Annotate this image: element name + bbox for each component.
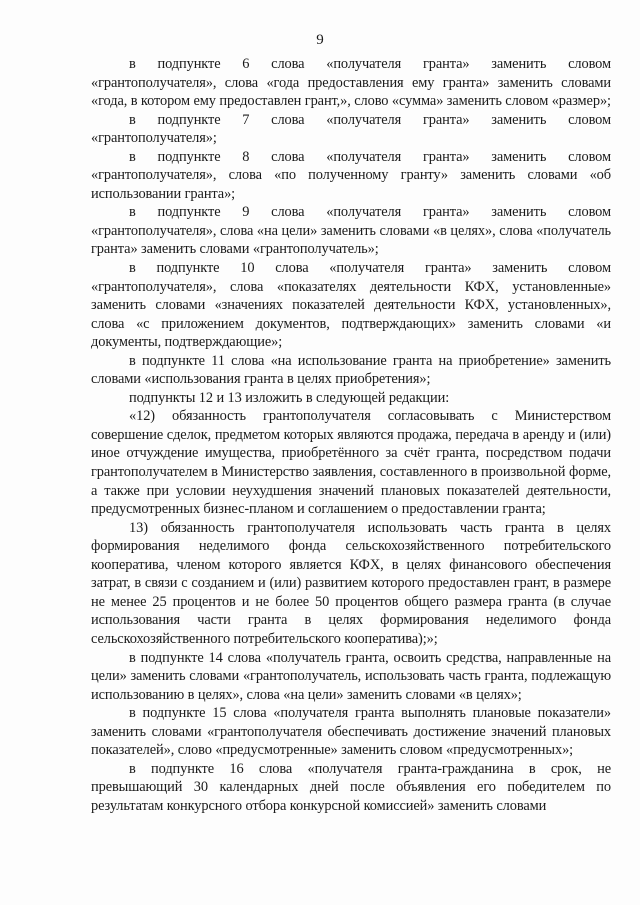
- paragraph-subitem-6: в подпункте 6 слова «получателя гранта» заменить словом «грантополучателя», слова «года предоставления ему гранта» заменить словами «года, в котором ему предоставлен грант,», слово «сумма» заменить словом «размер»;: [91, 56, 611, 110]
- paragraph-subitem-16: в подпункте 16 слова «получателя гранта-гражданина в срок, не превышающий 30 календарных дней после объявления его победителем по результатам конкурсного отбора конкурсной комиссией» заменить словами: [91, 760, 611, 814]
- paragraph-subitem-8: в подпункте 8 слова «получателя гранта» заменить словом «грантополучателя», слова «по полученному гранту» заменить словами «об использовании гранта»;: [91, 148, 611, 202]
- document-body: [91, 55, 611, 815]
- paragraph-subitem-14: в подпункте 14 слова «получатель гранта, освоить средства, направленные на цели» заменить словами «грантополучатель, использовать часть гранта, подлежащую использованию в целях», слова «на цели» заменить словами «в целях»;: [91, 649, 611, 703]
- paragraph-new-subitem-12: «12) обязанность грантополучателя согласовывать с Министерством совершение сделок, предметом которых являются продажа, передача в аренду и (или) иное отчуждение имущества, приобретённого за счёт гранта, посредством подачи грантополучателем в Министерство заявления, составленного в произвольной форме, а также при условии неухудшения значений плановых показателей деятельности, предусмотренных бизнес-планом и соглашением о предоставлении гранта;: [91, 408, 611, 518]
- paragraph-subitem-9: в подпункте 9 слова «получателя гранта» заменить словом «грантополучателя», слова «на цели» заменить словами «в целях», слова «получатель гранта» заменить словами «грантополучатель»;: [91, 204, 611, 258]
- paragraph-subitem-15: в подпункте 15 слова «получателя гранта выполнять плановые показатели» заменить словами «грантополучателя обеспечивать достижение значений плановых показателей», слово «предусмотренные» заменить словом «предусмотренных»;: [91, 705, 611, 759]
- page-number: 9: [316, 32, 324, 48]
- paragraph-subitem-11: в подпункте 11 слова «на использование гранта на приобретение» заменить словами «использования гранта в целях приобретения»;: [91, 352, 611, 388]
- paragraph-subitems-12-13-intro: подпункты 12 и 13 изложить в следующей редакции:: [129, 389, 450, 406]
- paragraph-new-subitem-13: 13) обязанность грантополучателя использовать часть гранта в целях формирования неделимого фонда сельскохозяйственного потребительского кооператива, членом которого является КФХ, в целях финансового обеспечения затрат, в связи с созданием и (или) развитием которого предоставлен грант, в размере не менее 25 процентов и не более 50 процентов общего размера гранта (в случае использования части гранта в целях формирования неделимого фонда сельскохозяйственного потребительского кооператива);»;: [91, 519, 611, 647]
- paragraph-subitem-7: в подпункте 7 слова «получателя гранта» заменить словом «грантополучателя»;: [91, 111, 611, 147]
- paragraph-subitem-10: в подпункте 10 слова «получателя гранта» заменить словом «грантополучателя», слова «показателях деятельности КФХ, установленные» заменить словами «значениях показателей деятельности КФХ, установленных», слова «с приложением документов, подтверждающих» заменить словами «и документы, подтверждающие»;: [91, 260, 611, 351]
